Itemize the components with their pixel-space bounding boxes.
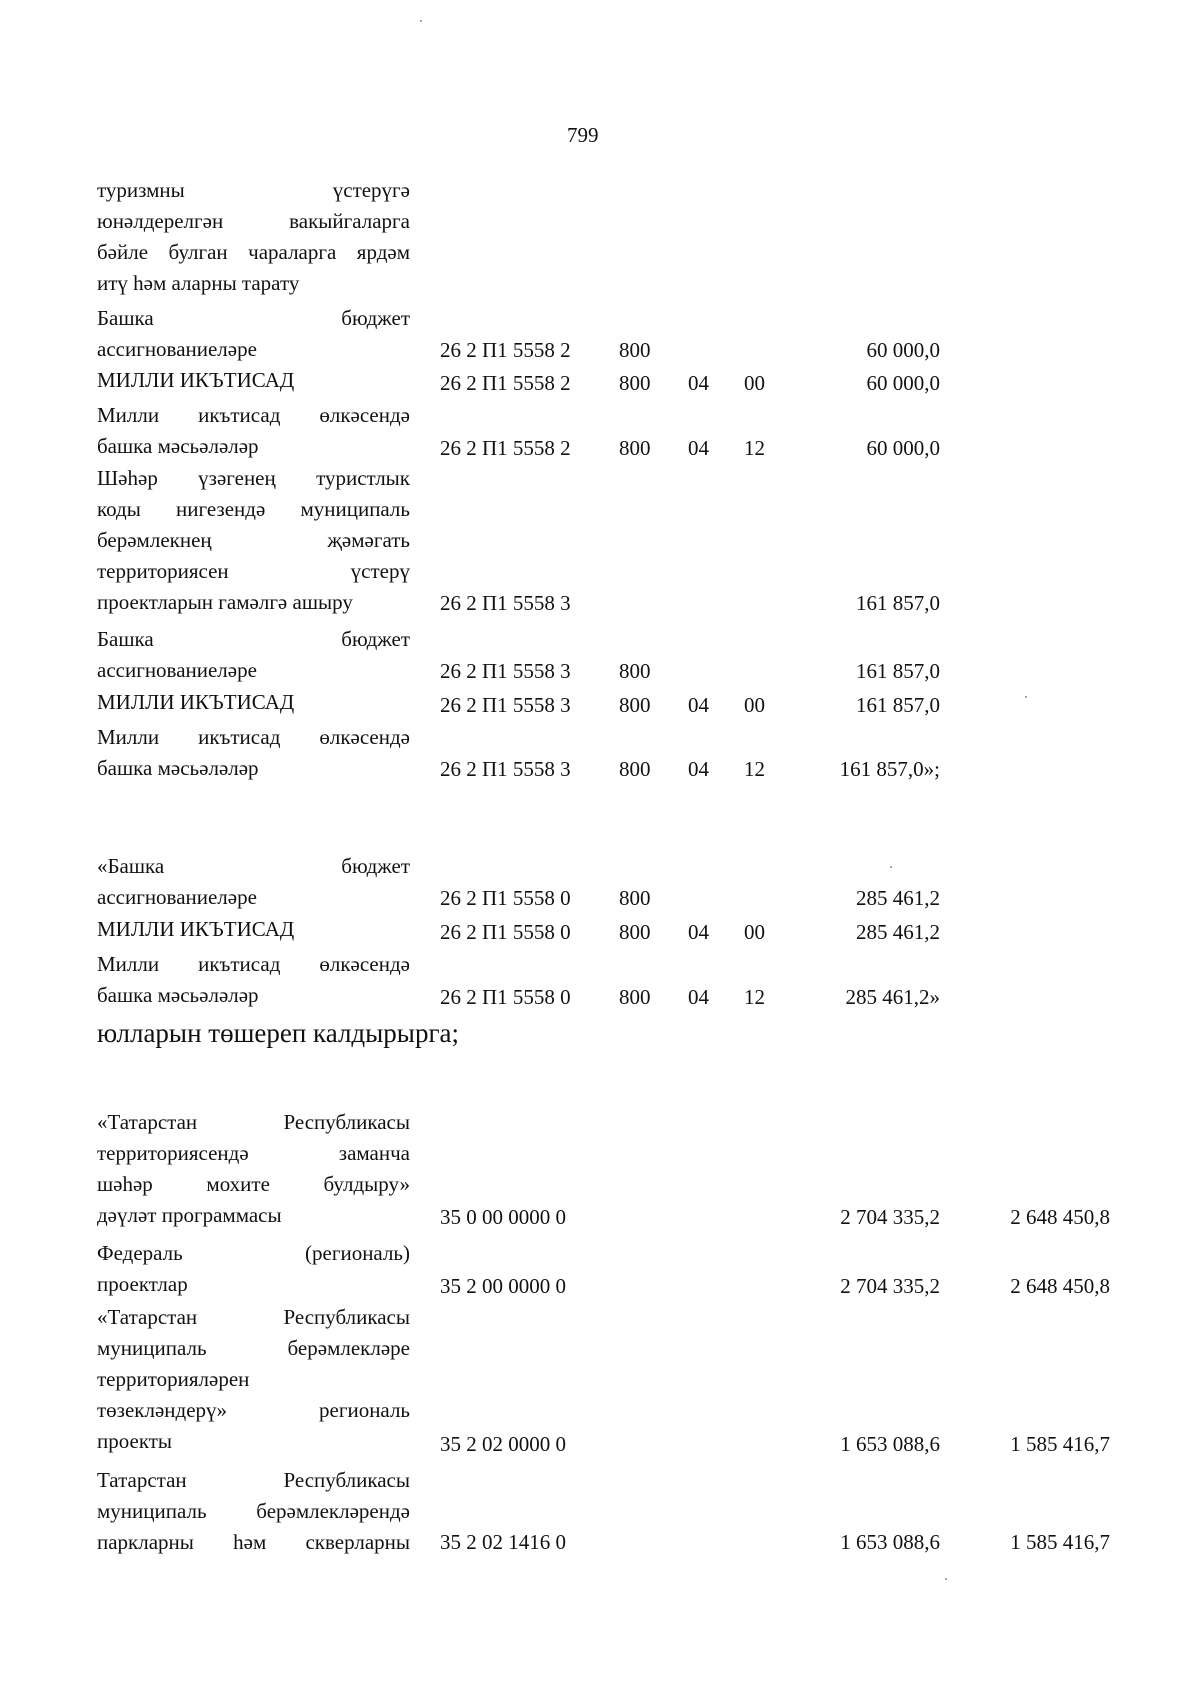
- scan-speck: [945, 1578, 947, 1580]
- amount-1: 161 857,0: [856, 659, 940, 683]
- amount-1: 161 857,0: [856, 693, 940, 717]
- desc-line: итү һәм аларны тарату: [97, 271, 300, 295]
- row-description: [97, 1465, 410, 1558]
- desc-line: башка мәсьәләләр: [97, 434, 259, 458]
- desc-line: башка мәсьәләләр: [97, 983, 259, 1007]
- section-code: 04: [688, 436, 709, 460]
- row-description: [97, 687, 410, 718]
- row-description: [97, 463, 410, 618]
- scan-speck: [1025, 696, 1027, 698]
- expense-type: 800: [619, 371, 651, 395]
- desc-line: Милли икътисад өлкәсендә: [97, 403, 410, 427]
- desc-line: ассигнованиеләре: [97, 658, 257, 682]
- amount-1: 1 653 088,6: [840, 1432, 940, 1456]
- target-code: 26 2 П1 5558 0: [440, 985, 571, 1009]
- expense-type: 800: [619, 338, 651, 362]
- subsection-code: 00: [744, 371, 765, 395]
- desc-line: муниципаль берәмлекләрендә: [97, 1499, 410, 1523]
- amount-2: 2 648 450,8: [1010, 1205, 1110, 1229]
- subsection-code: 00: [744, 693, 765, 717]
- target-code: 35 2 02 1416 0: [440, 1530, 566, 1554]
- subsection-code: 00: [744, 920, 765, 944]
- scan-speck: [890, 866, 892, 868]
- expense-type: 800: [619, 886, 651, 910]
- target-code: 35 2 02 0000 0: [440, 1432, 566, 1456]
- expense-type: 800: [619, 693, 651, 717]
- page-number: 799: [567, 123, 599, 147]
- desc-line: «Татарстан Республикасы: [97, 1305, 410, 1329]
- desc-line: проекты: [97, 1429, 173, 1453]
- desc-line: «Башка бюджет: [97, 854, 410, 878]
- desc-line: Шәһәр үзәгенең туристлык: [97, 466, 410, 490]
- amount-1: 2 704 335,2: [840, 1274, 940, 1298]
- desc-line: башка мәсьәләләр: [97, 756, 259, 780]
- instruction-text: юлларын төшереп калдырырга;: [97, 1018, 460, 1048]
- row-description: [97, 624, 410, 686]
- section-code: 04: [688, 371, 709, 395]
- row-description: [97, 1238, 410, 1300]
- amount-2: 1 585 416,7: [1010, 1530, 1110, 1554]
- desc-line: паркларны һәм скверларны: [97, 1530, 410, 1554]
- desc-line: берәмлекнең җәмәгать: [97, 528, 410, 552]
- target-code: 26 2 П1 5558 2: [440, 436, 571, 460]
- row-description: [97, 914, 410, 945]
- amount-1: 2 704 335,2: [840, 1205, 940, 1229]
- desc-line: проектларын гамәлгә ашыру: [97, 590, 353, 614]
- target-code: 26 2 П1 5558 0: [440, 920, 571, 944]
- desc-line: шәһәр мохите булдыру»: [97, 1172, 410, 1196]
- desc-line: бәйле булган чараларга ярдәм: [97, 240, 410, 264]
- section-code: 04: [688, 985, 709, 1009]
- desc-line: Милли икътисад өлкәсендә: [97, 952, 410, 976]
- subsection-code: 12: [744, 985, 765, 1009]
- desc-line: территориясендә заманча: [97, 1141, 410, 1165]
- desc-line: территорияләрен: [97, 1367, 250, 1391]
- amount-2: 1 585 416,7: [1010, 1432, 1110, 1456]
- desc-line: коды нигезендә муниципаль: [97, 497, 410, 521]
- desc-line: ассигнованиеләре: [97, 337, 257, 361]
- amount-1: 161 857,0: [856, 591, 940, 615]
- amount-1: 285 461,2: [856, 920, 940, 944]
- target-code: 26 2 П1 5558 3: [440, 659, 571, 683]
- desc-line: «Татарстан Республикасы: [97, 1110, 410, 1134]
- scan-speck: [420, 20, 422, 22]
- desc-line: Федераль (региональ): [97, 1241, 410, 1265]
- subsection-code: 12: [744, 436, 765, 460]
- section-code: 04: [688, 920, 709, 944]
- expense-type: 800: [619, 757, 651, 781]
- desc-line: МИЛЛИ ИКЪТИСАД: [97, 917, 295, 941]
- amount-1: 285 461,2: [856, 886, 940, 910]
- amount-1: 285 461,2»: [845, 985, 940, 1009]
- expense-type: 800: [619, 436, 651, 460]
- target-code: 26 2 П1 5558 2: [440, 371, 571, 395]
- row-description: [97, 400, 410, 462]
- target-code: 35 2 00 0000 0: [440, 1274, 566, 1298]
- desc-line: проектлар: [97, 1272, 188, 1296]
- section-code: 04: [688, 757, 709, 781]
- row-description: [97, 1107, 410, 1231]
- target-code: 26 2 П1 5558 2: [440, 338, 571, 362]
- target-code: 26 2 П1 5558 3: [440, 693, 571, 717]
- row-description: [97, 303, 410, 365]
- target-code: 26 2 П1 5558 3: [440, 591, 571, 615]
- amount-2: 2 648 450,8: [1010, 1274, 1110, 1298]
- row-description: [97, 851, 410, 913]
- amount-1: 60 000,0: [866, 371, 940, 395]
- row-description: [97, 949, 410, 1011]
- target-code: 26 2 П1 5558 0: [440, 886, 571, 910]
- section-code: 04: [688, 693, 709, 717]
- expense-type: 800: [619, 659, 651, 683]
- desc-line: дәүләт программасы: [97, 1203, 282, 1227]
- amount-1: 161 857,0»;: [839, 757, 940, 781]
- desc-line: туризмны үстерүгә: [97, 178, 410, 202]
- desc-line: Татарстан Республикасы: [97, 1468, 410, 1492]
- desc-line: территориясен үстерү: [97, 559, 410, 583]
- expense-type: 800: [619, 920, 651, 944]
- row-description: [97, 722, 410, 784]
- desc-line: МИЛЛИ ИКЪТИСАД: [97, 690, 295, 714]
- desc-line: МИЛЛИ ИКЪТИСАД: [97, 368, 295, 392]
- desc-line: муниципаль берәмлекләре: [97, 1336, 410, 1360]
- desc-line: юнәлдерелгән вакыйгаларга: [97, 209, 410, 233]
- row-description-intro: [97, 175, 410, 299]
- amount-1: 1 653 088,6: [840, 1530, 940, 1554]
- desc-line: Башка бюджет: [97, 627, 410, 651]
- amount-1: 60 000,0: [866, 436, 940, 460]
- expense-type: 800: [619, 985, 651, 1009]
- desc-line: ассигнованиеләре: [97, 885, 257, 909]
- desc-line: Башка бюджет: [97, 306, 410, 330]
- row-description: [97, 365, 410, 396]
- target-code: 35 0 00 0000 0: [440, 1205, 566, 1229]
- subsection-code: 12: [744, 757, 765, 781]
- target-code: 26 2 П1 5558 3: [440, 757, 571, 781]
- row-description: [97, 1302, 410, 1457]
- desc-line: төзекләндерү» региональ: [97, 1398, 410, 1422]
- desc-line: Милли икътисад өлкәсендә: [97, 725, 410, 749]
- amount-1: 60 000,0: [866, 338, 940, 362]
